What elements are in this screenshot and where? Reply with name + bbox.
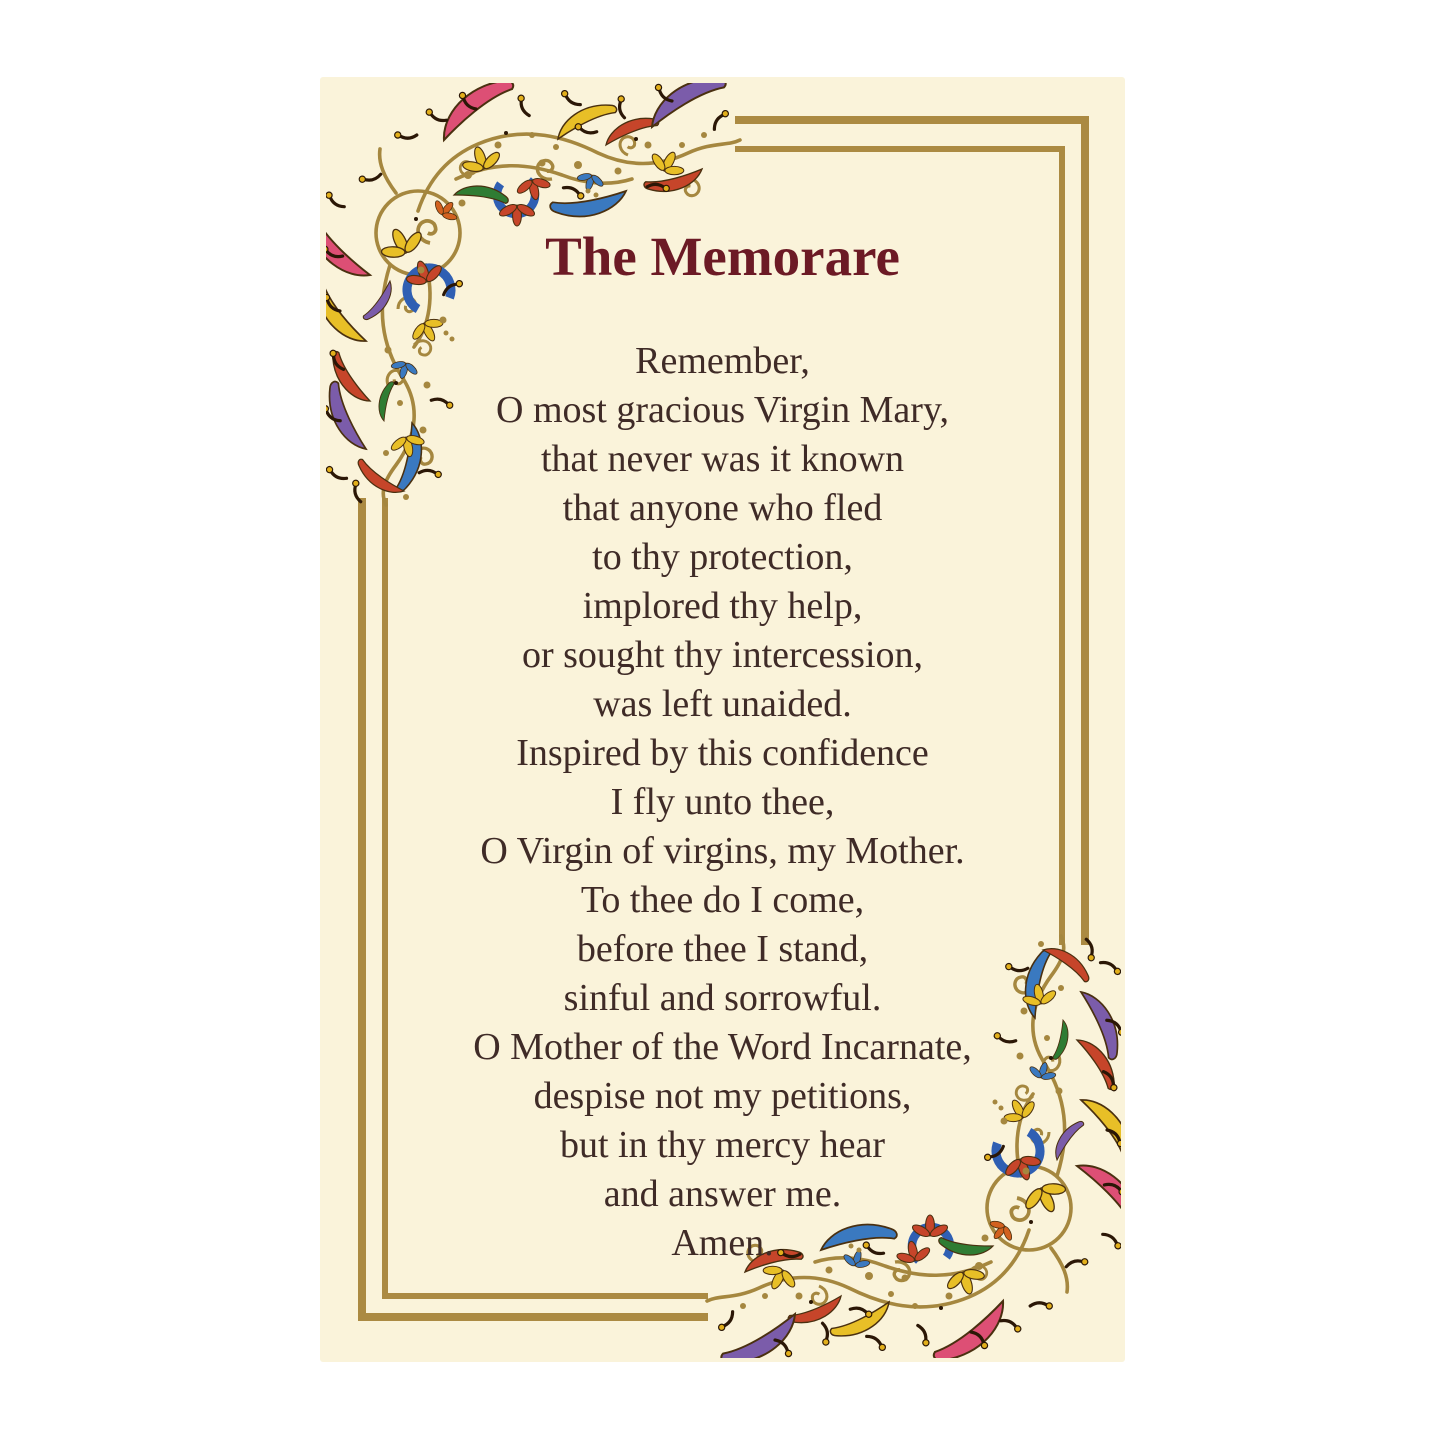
prayer-line: O Virgin of virgins, my Mother.: [480, 830, 965, 872]
gold-border-inner-bottom: [382, 1293, 708, 1299]
gold-border-outer-bottom: [358, 1313, 708, 1321]
prayer-line: but in thy mercy hear: [559, 1124, 885, 1166]
prayer-card: [320, 77, 1125, 1362]
gold-border-outer-top: [735, 116, 1089, 124]
prayer-line: sinful and sorrowful.: [563, 977, 882, 1019]
prayer-line: Inspired by this confidence: [516, 732, 929, 774]
prayer-line: I fly unto thee,: [610, 781, 835, 823]
prayer-line: Amen.: [671, 1222, 774, 1264]
prayer-line: was left unaided.: [593, 683, 852, 725]
gold-border-inner-top: [735, 146, 1065, 152]
prayer-line: that anyone who fled: [562, 487, 883, 529]
prayer-line: O most gracious Virgin Mary,: [496, 389, 949, 431]
prayer-line: To thee do I come,: [580, 879, 865, 921]
prayer-line: despise not my petitions,: [533, 1075, 912, 1117]
prayer-line: that never was it known: [540, 438, 905, 480]
prayer-line: before thee I stand,: [576, 928, 869, 970]
prayer-line: or sought thy intercession,: [521, 634, 924, 676]
prayer-line: and answer me.: [603, 1173, 842, 1215]
prayer-line: O Mother of the Word Incarnate,: [473, 1026, 972, 1068]
prayer-title: The Memorare: [545, 226, 900, 287]
prayer-line: Remember,: [635, 340, 810, 382]
prayer-line: implored thy help,: [582, 585, 863, 627]
prayer-line: to thy protection,: [592, 536, 853, 578]
prayer-text-block: [320, 337, 1125, 1268]
